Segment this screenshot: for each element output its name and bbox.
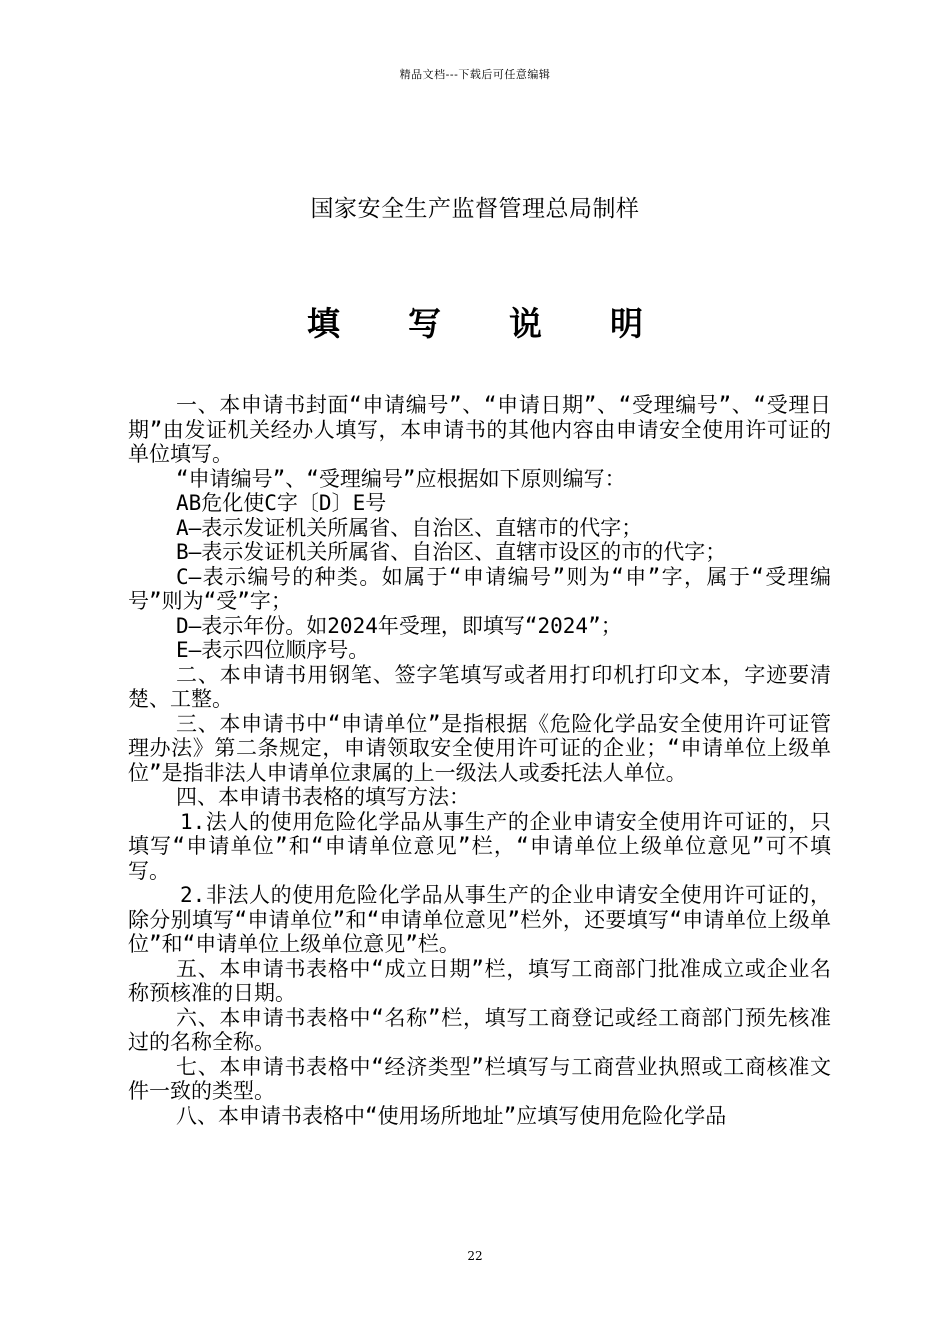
paragraph-2: 二、本申请书用钢笔、签字笔填写或者用打印机打印文本，字迹要清楚、工整。 bbox=[128, 662, 831, 711]
paragraph-code-d: D—表示年份。如2024年受理，即填写“2024”； bbox=[176, 613, 622, 638]
paragraph-numbering-format: AB危化使C字〔D〕E号 bbox=[176, 491, 387, 515]
paragraph-7: 七、本申请书表格中“经济类型”栏填写与工商营业执照或工商核准文件一致的类型。 bbox=[128, 1054, 831, 1103]
page-number: 22 bbox=[467, 1249, 483, 1263]
paragraph-8: 八、本申请书表格中“使用场所地址”应填写使用危险化学品 bbox=[176, 1103, 727, 1128]
paragraph-code-b: B—表示发证机关所属省、自治区、直辖市设区的市的代字； bbox=[176, 540, 727, 564]
title-char: 写 bbox=[408, 304, 441, 343]
title-char: 填 bbox=[307, 304, 340, 343]
header-note: 精品文档---下载后可任意编辑 bbox=[399, 68, 551, 81]
paragraph-5: 五、本申请书表格中“成立日期”栏，填写工商部门批准成立或企业名称预核准的日期。 bbox=[128, 956, 831, 1005]
paragraph-code-e: E—表示四位顺序号。 bbox=[176, 638, 370, 662]
paragraph-numbering-intro: “申请编号”、“受理编号”应根据如下原则编写： bbox=[176, 466, 626, 491]
title-char: 明 bbox=[610, 304, 643, 343]
paragraph-code-a: A—表示发证机关所属省、自治区、直辖市的代字； bbox=[176, 515, 643, 540]
instructions-body bbox=[128, 393, 831, 1128]
paragraph-4-item-1: 1.法人的使用危险化学品从事生产的企业申请安全使用许可证的，只填写“申请单位”和“申请单位意见”栏，“申请单位上级单位意见”可不填写。 bbox=[128, 809, 831, 883]
issuer-line: 国家安全生产监督管理总局制样 bbox=[310, 196, 640, 222]
title-char: 说 bbox=[509, 304, 542, 343]
document-title bbox=[0, 298, 950, 345]
paragraph-1: 一、本申请书封面“申请编号”、“申请日期”、“受理编号”、“受理日期”由发证机关经办人填写，本申请书的其他内容由申请安全使用许可证的单位填写。 bbox=[128, 393, 831, 466]
paragraph-4: 四、本申请书表格的填写方法： bbox=[176, 785, 470, 809]
paragraph-4-item-2: 2.非法人的使用危险化学品从事生产的企业申请安全使用许可证的，除分别填写“申请单位”和“申请单位意见”栏外，还要填写“申请单位上级单位”和“申请单位上级单位意见”栏。 bbox=[128, 883, 831, 956]
paragraph-3: 三、本申请书中“申请单位”是指根据《危险化学品安全使用许可证管理办法》第二条规定，申请领取安全使用许可证的企业；“申请单位上级单位”是指非法人申请单位隶属的上一级法人或委托法人单位。 bbox=[128, 711, 831, 785]
paragraph-code-c: C—表示编号的种类。如属于“申请编号”则为“申”字，属于“受理编号”则为“受”字； bbox=[128, 564, 831, 613]
paragraph-6: 六、本申请书表格中“名称”栏，填写工商登记或经工商部门预先核准过的名称全称。 bbox=[128, 1005, 831, 1054]
